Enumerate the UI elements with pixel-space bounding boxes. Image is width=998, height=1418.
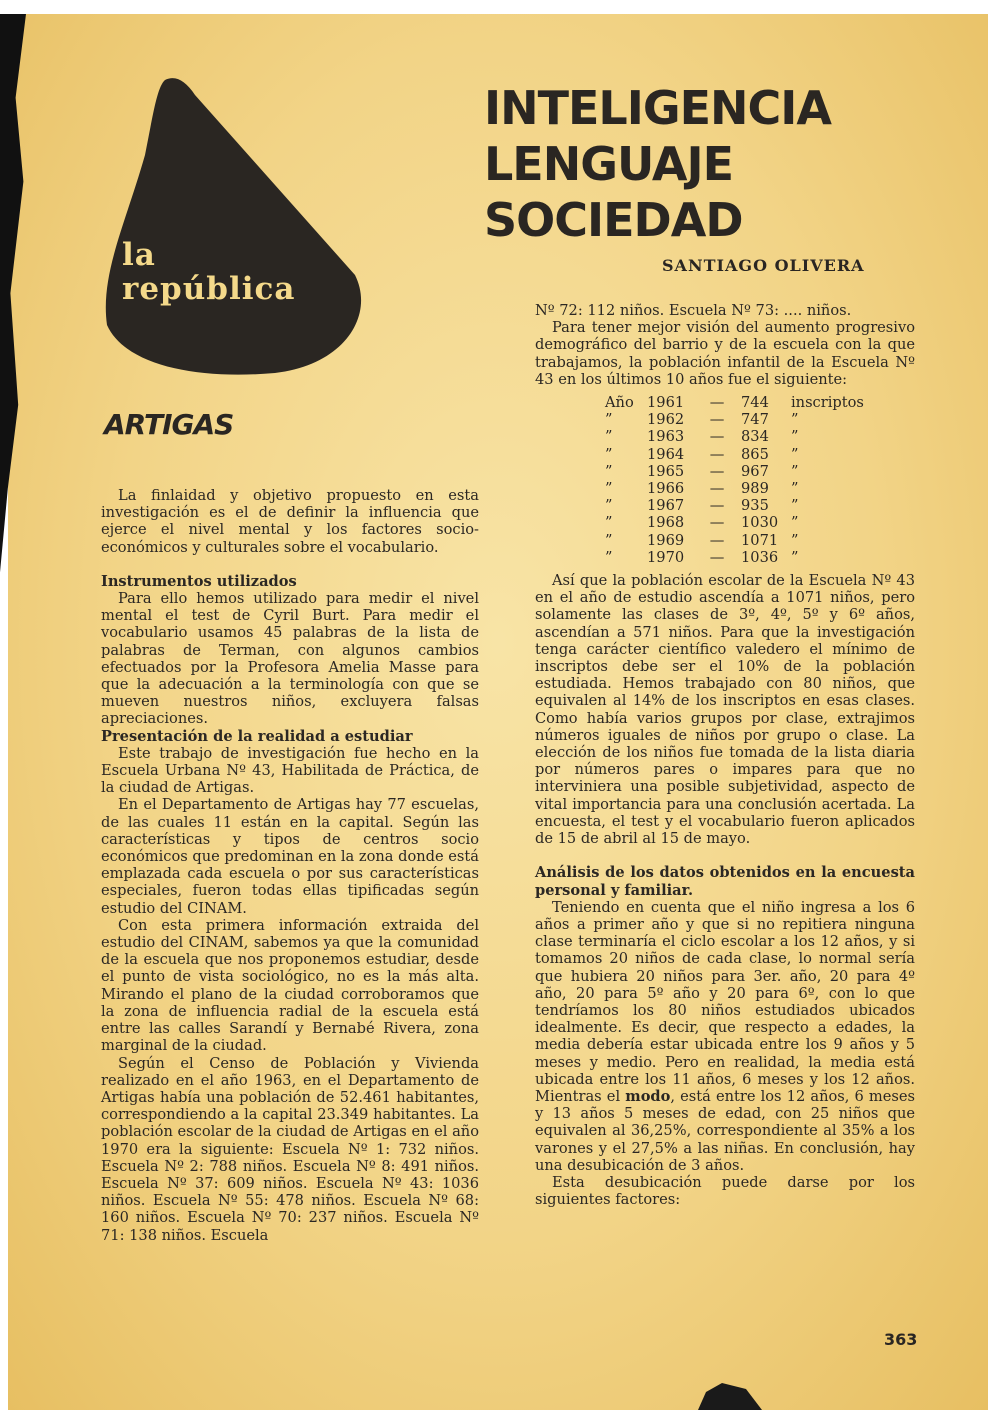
- section-heading: ARTIGAS: [104, 408, 234, 441]
- paragraph: Para ello hemos utilizado para medir el nivel mental el test de Cyril Burt. Para medir el vocabulario usamos 45 palabras de la lista de palabras de Terman, con algunos cambios efectuados por la Profesora Amelia Masse para que la adecuación a la terminología con que se mueven nuestros niños, excluyera falsas apreciaciones.: [101, 590, 479, 728]
- paragraph: La finlaidad y objetivo propuesto en esta investigación es el de definir la influencia que ejerce el nivel mental y los factores socio-económicos y culturales sobre el vocabulario.: [101, 487, 479, 556]
- subheading: Análisis de los datos obtenidos en la encuesta personal y familiar.: [535, 864, 915, 899]
- paragraph: Teniendo en cuenta que el niño ingresa a los 6 años a primer año y que si no repitiera ninguna clase terminaría el ciclo escolar a los 12 años, y si tomamos 20 niños de cada clase, lo normal sería que hubiera 20 niños para 3er. año, 20 para 4º año, 20 para 5º año y 20 para 6º, con lo que tendríamos los 80 niños estudiados ubicados idealmente. Es decir, que respecto a edades, la media debería estar ubicada entre los 9 años y 5 meses y medio. Pero en realidad, la media está ubicada entre los 11 años, 6 meses y los 12 años. Mientras el modo, está entre los 12 años, 6 meses y 13 años 5 meses de edad, con 25 niños que equivalen al 36,25%, correspondiente al 35% a los varones y el 27,5% a las niñas. En conclusión, hay una desubicación de 3 años.: [535, 898, 916, 1174]
- paragraph: Con esta primera información extraida del estudio del CINAM, sabemos ya que la comunidad de la escuela que nos proponemos estudiar, desde el punto de vista sociológico, no es la más alta. Mirando el plano de la ciudad corroboramos que la zona de influencia radial de la escuela está entre las calles Sarandí y Bernabé Rivera, zona marginal de la ciudad.: [101, 916, 479, 1055]
- table-row: ” 1966 — 989 ”: [605, 480, 799, 498]
- logo-text: [122, 238, 295, 306]
- left-column: [101, 487, 479, 1244]
- table-row: ” 1968 — 1030 ”: [605, 514, 799, 532]
- paragraph: Esta desubicación puede darse por los siguientes factores:: [535, 1173, 915, 1209]
- title-line-3: SOCIEDAD: [484, 193, 743, 247]
- table-row: ” 1964 — 865 ”: [605, 445, 799, 463]
- table-row: ” 1969 — 1071 ”: [605, 531, 799, 549]
- logo-shape: [105, 75, 365, 375]
- table-row: ” 1967 — 935 ”: [605, 497, 799, 515]
- page-number: 363: [884, 1330, 918, 1349]
- subheading: Instrumentos utilizados: [101, 572, 297, 590]
- subheading: Presentación de la realidad a estudiar: [101, 727, 413, 745]
- paragraph: Para tener mejor visión del aumento progresivo demográfico del barrio y de la escuela con la que trabajamos, la población infantil de la Escuela Nº 43 en los últimos 10 años fue el siguiente:: [535, 319, 915, 388]
- table-row: ” 1963 — 834 ”: [605, 428, 799, 446]
- paragraph: Este trabajo de investigación fue hecho en la Escuela Urbana Nº 43, Habilitada de Práctica, de la ciudad de Artigas.: [101, 744, 479, 797]
- table-row: Año 1961 — 744 inscriptos: [605, 394, 864, 412]
- paragraph: En el Departamento de Artigas hay 77 escuelas, de las cuales 11 están en la capital. Según las características y tipos de centros socio económicos que predominan en la zona donde está emplazada cada escuela o por sus características especiales, fueron todas ellas tipificadas según estudio del CINAM.: [101, 796, 479, 917]
- author-byline: SANTIAGO OLIVERA: [662, 256, 865, 275]
- table-row: ” 1965 — 967 ”: [605, 462, 799, 480]
- table-row: ” 1962 — 747 ”: [605, 411, 799, 429]
- enrollment-table: [605, 394, 915, 566]
- logo-line-2: república: [122, 271, 296, 307]
- logo-line-1: la: [122, 237, 156, 273]
- title-line-2: LENGUAJE: [484, 137, 734, 191]
- paragraph: Según el Censo de Población y Vivienda realizado en el año 1963, en el Departamento de Artigas había una población de 52.461 habitantes, correspondiendo a la capital 23.349 habitantes. La población escolar de la ciudad de Artigas en el año 1970 era la siguiente: Escuela Nº 1: 732 niños. Escuela Nº 2: 788 niños. Escuela Nº 8: 491 niños. Escuela Nº 37: 609 niños. Escuela Nº 43: 1036 niños. Escuela Nº 55: 478 niños. Escuela Nº 68: 160 niños. Escuela Nº 70: 237 niños. Escuela Nº 71: 138 niños. Escuela: [101, 1054, 479, 1244]
- bold-term: modo: [625, 1087, 671, 1105]
- la-republica-logo: [105, 75, 365, 375]
- table-row: ” 1970 — 1036 ”: [605, 548, 799, 566]
- right-column: [535, 302, 915, 1208]
- title-line-1: INTELIGENCIA: [484, 81, 831, 135]
- paragraph: Nº 72: 112 niños. Escuela Nº 73: .... niños.: [535, 302, 852, 319]
- article-title: [484, 80, 831, 248]
- paragraph: Así que la población escolar de la Escuela Nº 43 en el año de estudio ascendía a 1071 niños, pero solamente las clases de 3º, 4º, 5º y 6º años, ascendían a 571 niños. Para que la investigación tenga carácter científico valedero el mínimo de inscriptos debe ser el 10% de la población estudiada. Hemos trabajado con 80 niños, que equivalen al 14% de los inscriptos en esas clases. Como había varios grupos por clase, extrajimos números iguales de niños por grupo o clase. La elección de los niños fue tomada de la lista diaria por números pares o impares para que no interviniera una posible subjetividad, aspecto de vital importancia para una conclusión acertada. La encuesta, el test y el vocabulario fueron aplicados de 15 de abril al 15 de mayo.: [535, 572, 915, 848]
